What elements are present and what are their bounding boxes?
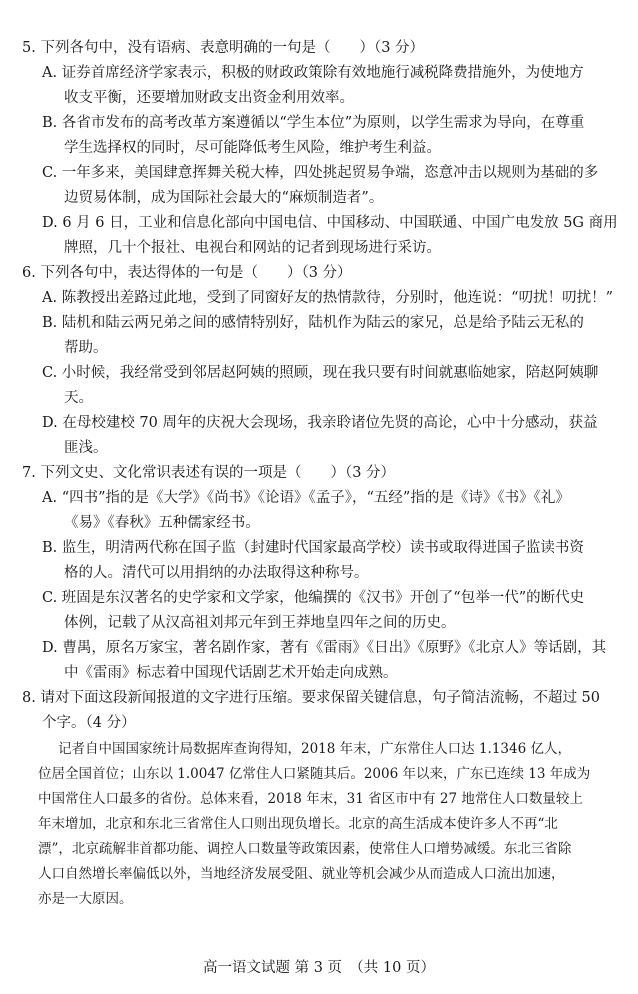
question-5-option-b: B. 各省市发布的高考改革方案遵循以“学生本位”为原则，以学生需求为导向，在尊重: [42, 115, 585, 131]
question-5-option-a-cont: 收支平衡，还要增加财政支出资金利用效率。: [64, 90, 354, 106]
question-6-option-c-cont: 天。: [64, 390, 93, 406]
question-7-option-c-cont: 体例，记载了从汉高祖刘邦元年到王莽地皇四年之间的历史。: [64, 615, 456, 631]
question-5-option-c: C. 一年多来，美国肆意挥舞关税大棒，四处挑起贸易争端，恣意冲击以规则为基础的多: [42, 165, 599, 181]
question-6-option-d-cont: 匪浅。: [64, 440, 108, 456]
question-5-option-c-cont: 边贸易体制，成为国际社会最大的“麻烦制造者”。: [64, 190, 384, 206]
question-8-stem: 8. 请对下面这段新闻报道的文字进行压缩。要求保留关键信息，句子简洁流畅，不超过 50: [22, 690, 600, 706]
question-7-option-c: C. 班固是东汉著名的史学家和文学家，他编撰的《汉书》开创了“包举一代”的断代史: [42, 590, 585, 606]
passage-line: 亦是一大原因。: [38, 891, 133, 907]
question-6-option-a: A. 陈教授出差路过此地，受到了同窗好友的热情款待，分别时，他连说：“叨扰！叨扰！”: [42, 290, 614, 306]
question-6-stem: 6. 下列各句中，表达得体的一句是（ ）（3 分）: [22, 265, 352, 281]
question-5-option-a: A. 证券首席经济学家表示，积极的财政政策除有效地施行减税降费措施外，为使地方: [42, 65, 584, 81]
passage-line: 中国常住人口最多的省份。总体来看，2018 年末，31 省区市中有 27 地常住人口数量较上: [38, 791, 583, 807]
passage-line: 人口自然增长率偏低以外，当地经济发展受阻、就业等机会减少从而造成人口流出加速，: [38, 866, 565, 882]
question-6-option-c: C. 小时候，我经常受到邻居赵阿姨的照顾，现在我只要有时间就惠临她家，陪赵阿姨聊: [42, 365, 599, 381]
passage-line: 位居全国首位；山东以 1.0047 亿常住人口紧随其后。2006 年以来，广东已连续 13 年成为: [38, 766, 591, 782]
question-5-stem: 5. 下列各句中，没有语病、表意明确的一句是（ ）（3 分）: [22, 40, 425, 56]
passage-line: 年末增加，北京和东北三省常住人口则出现负增长。北京的高生活成本使许多人不再“北: [38, 816, 558, 832]
question-7-option-d-cont: 中《雷雨》标志着中国现代话剧艺术开始走向成熟。: [64, 665, 398, 681]
question-6-option-b: B. 陆机和陆云两兄弟之间的感情特别好，陆机作为陆云的家兄，总是给予陆云无私的: [42, 315, 584, 331]
question-5-option-d-cont: 牌照，几十个报社、电视台和网站的记者到现场进行采访。: [64, 240, 441, 256]
passage-line: 记者自中国国家统计局数据库查询得知，2018 年末，广东常住人口达 1.1346 亿人，: [58, 741, 571, 757]
question-7-option-d: D. 曹禺，原名万家宝，著名剧作家，著有《雷雨》《日出》《原野》《北京人》等话剧，其: [42, 640, 607, 656]
page-footer: 高一语文试题 第 3 页 （共 10 页）: [203, 960, 435, 976]
question-5-option-b-cont: 学生选择权的同时，尽可能降低考生风险，维护考生利益。: [64, 140, 441, 156]
question-7-stem: 7. 下列文史、文化常识表述有误的一项是（ ）（3 分）: [22, 465, 396, 481]
question-7-option-a: A. “四书”指的是《大学》《尚书》《论语》《孟子》，“五经”指的是《诗》《书》《礼》: [42, 490, 570, 506]
question-6-option-b-cont: 帮助。: [64, 340, 108, 356]
question-7-option-b-cont: 格的人。清代可以用捐纳的办法取得这种称号。: [64, 565, 369, 581]
question-7-option-b: B. 监生，明清两代称在国子监（封建时代国家最高学校）读书或取得进国子监读书资: [42, 540, 584, 556]
question-6-option-d: D. 在母校建校 70 周年的庆祝大会现场，我亲聆诸位先贤的高论，心中十分感动，获益: [42, 415, 598, 431]
passage-line: 漂”，北京疏解非首都功能、调控人口数量等政策因素，使常住人口增势减缓。东北三省除: [38, 841, 572, 857]
question-5-option-d: D. 6 月 6 日，工业和信息化部向中国电信、中国移动、中国联通、中国广电发放 5G 商用: [42, 215, 618, 231]
question-8-stem-cont: 个字。（4 分）: [42, 715, 136, 731]
question-7-option-a-cont: 《易》《春秋》五种儒家经书。: [64, 515, 260, 531]
